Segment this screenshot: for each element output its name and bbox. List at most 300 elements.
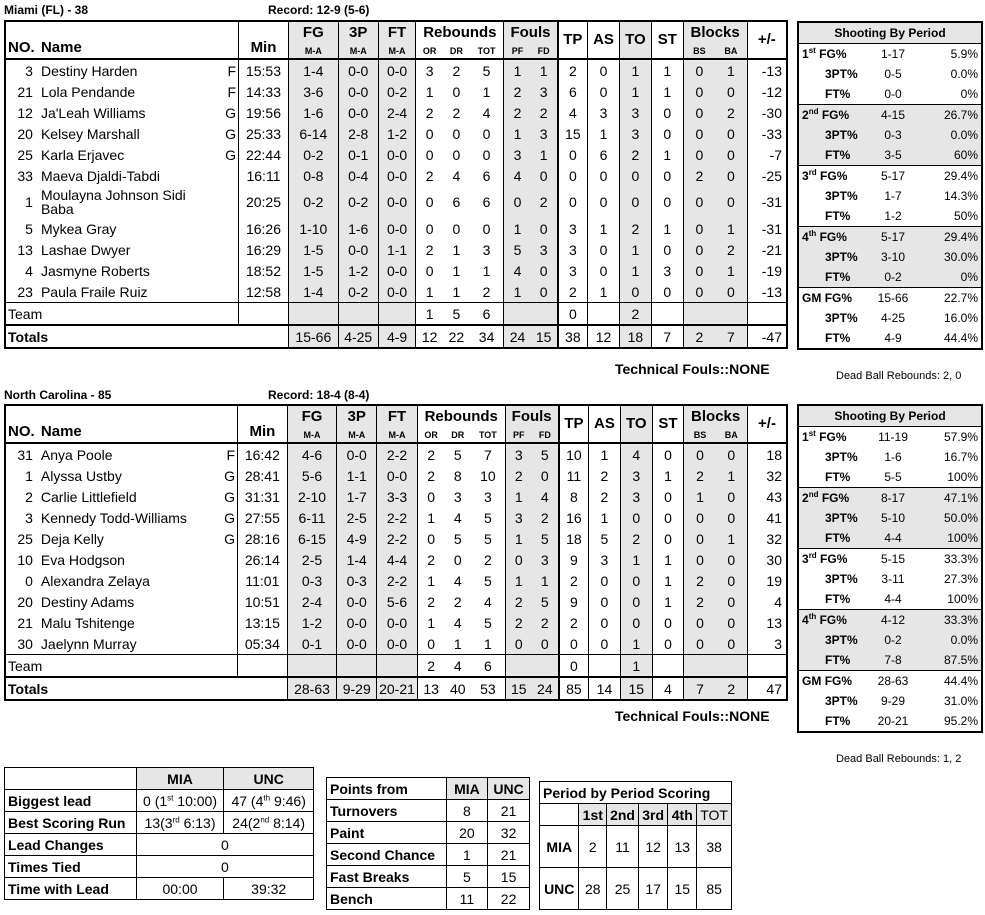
- stat-ft: 5-6: [377, 591, 418, 612]
- stat-pm: -21: [747, 239, 787, 260]
- player-name: Karla Erjavec: [40, 146, 125, 163]
- shooting-label: [798, 427, 862, 448]
- stat-tot: 2: [482, 283, 491, 300]
- shooting-percentage: 29.4%: [924, 227, 982, 248]
- shooting-percentage: 22.7%: [924, 288, 982, 309]
- shooting-stat-label: 3PT%: [825, 250, 858, 264]
- shooting-label: [798, 166, 862, 187]
- stat-pm: 19: [747, 570, 787, 591]
- stat-tot: 2: [483, 551, 492, 568]
- team-stat-bs: [684, 655, 716, 678]
- player-row: [5, 218, 787, 239]
- stat-fg: 3-6: [288, 81, 338, 102]
- stat-min: 19:56: [239, 102, 289, 123]
- stat-pts: 2: [558, 59, 588, 81]
- stat-bs: 0: [683, 186, 715, 218]
- stat-tp: 0-1: [338, 144, 378, 165]
- stat-to: 1: [620, 633, 652, 655]
- shooting-stat-label: FT%: [825, 270, 851, 284]
- stat-as: 0: [588, 81, 620, 102]
- period-header: 2nd: [607, 804, 639, 826]
- stat-bs: 0: [683, 123, 715, 144]
- shooting-row: [798, 145, 982, 166]
- team-stat-bs: [683, 303, 715, 326]
- stat-pf: 2: [504, 81, 531, 102]
- col-bs: BS: [683, 44, 715, 59]
- shooting-percentage: 50.0%: [943, 511, 978, 525]
- shooting-made-attempted: 7-8: [884, 653, 902, 667]
- stat-fd: 5: [532, 443, 559, 465]
- shooting-period: 1: [802, 47, 809, 61]
- stat-ft: 0-0: [378, 281, 416, 303]
- shooting-row: [798, 569, 982, 589]
- stat-pf: 3: [504, 144, 531, 165]
- stat-bs: 0: [684, 528, 716, 549]
- shooting-made-attempted: 3-5: [884, 148, 902, 162]
- stat-pf: 4: [504, 260, 531, 281]
- stat-bs: 0: [683, 144, 715, 165]
- shooting-row: [798, 206, 982, 227]
- player-name-cell: [39, 570, 238, 591]
- shooting-made-attempted: 20-21: [877, 714, 909, 728]
- player-number: 4: [25, 262, 33, 279]
- player-number: 25: [17, 530, 33, 547]
- stat-as: 3: [589, 549, 621, 570]
- stat-pf: 0: [505, 549, 532, 570]
- stat-min: 27:55: [238, 507, 288, 528]
- player-name-cell: [39, 59, 239, 81]
- stat-pm: -13: [747, 59, 787, 81]
- player-row: [5, 165, 787, 186]
- shooting-percentage: 100%: [947, 470, 978, 484]
- miami-box-score: [4, 20, 788, 349]
- stat-dr: 1: [452, 283, 461, 300]
- stat-tp: 1-1: [337, 465, 377, 486]
- totals-tp: 9-29: [337, 677, 377, 700]
- stat-or: 2: [416, 239, 443, 260]
- col-tp: TP: [558, 21, 588, 59]
- stat-fg: 0-1: [287, 633, 337, 655]
- stat-tot: 5: [470, 59, 504, 81]
- totals-pf: 15: [505, 677, 532, 700]
- col-ft-ma: M-A: [377, 428, 418, 443]
- shooting-label: [798, 549, 862, 570]
- player-number: 1: [25, 194, 33, 210]
- shooting-stat-label: FT%: [825, 209, 851, 223]
- totals-st: 4: [652, 677, 684, 700]
- stat-fd: 0: [531, 260, 558, 281]
- team-row-label: Team: [5, 655, 238, 678]
- stat-to: 0: [620, 612, 652, 633]
- stat-min: 18:52: [239, 260, 289, 281]
- points-from-row: [327, 866, 530, 888]
- stat-as: 1: [588, 281, 620, 303]
- stat-dr: 4: [453, 509, 462, 526]
- shooting-row: [798, 186, 982, 206]
- totals-dr: 22: [443, 325, 470, 348]
- stat-to: 3: [620, 465, 652, 486]
- col-ft-ma: M-A: [378, 44, 416, 59]
- stat-pm: -13: [747, 281, 787, 303]
- col-to: TO: [619, 21, 651, 59]
- stat-or: 3: [416, 59, 443, 81]
- stat-dr: 0: [452, 146, 461, 163]
- shooting-percentage: 30.0%: [943, 250, 978, 264]
- team-stat-as: [588, 303, 620, 326]
- shooting-made-attempted: 5-17: [862, 227, 924, 248]
- shooting-stat-label: FT%: [825, 470, 851, 484]
- stat-pts: 8: [559, 486, 589, 507]
- player-name-cell: [39, 507, 238, 528]
- col-fouls: Fouls: [504, 21, 558, 44]
- period-header: TOT: [697, 804, 732, 826]
- stat-or: 2: [417, 465, 444, 486]
- stat-as: 0: [588, 239, 620, 260]
- player-name: Deja Kelly: [40, 530, 104, 547]
- col-st: ST: [652, 405, 684, 443]
- shooting-period: 3: [802, 169, 809, 183]
- player-name-cell: [39, 549, 238, 570]
- shooting-label: [798, 508, 862, 528]
- shooting-label: [798, 84, 862, 105]
- stat-pm: 13: [747, 612, 787, 633]
- stat-bs: 2: [683, 165, 715, 186]
- totals-ba: 7: [715, 325, 747, 348]
- stat-fd: 1: [532, 570, 559, 591]
- totals-as: 12: [588, 325, 620, 348]
- col-min: Min: [238, 405, 288, 443]
- player-position: G: [224, 467, 236, 484]
- stat-fg: 1-4: [288, 59, 338, 81]
- stat-pf: 1: [505, 528, 532, 549]
- shooting-percentage: 60%: [953, 148, 978, 162]
- shooting-row: [798, 589, 982, 610]
- player-number: 25: [17, 146, 33, 163]
- shooting-made-attempted: 1-6: [884, 450, 902, 464]
- shooting-stat-label: 3PT%: [825, 128, 858, 142]
- stat-ft: 2-4: [378, 102, 416, 123]
- stat-as: 5: [589, 528, 621, 549]
- totals-pm: -47: [747, 325, 787, 348]
- stat-or: 0: [417, 633, 444, 655]
- stat-tot: 1: [482, 83, 491, 100]
- shooting-made-attempted: 15-66: [862, 288, 924, 309]
- stat-ft: 0-0: [378, 260, 416, 281]
- stat-bs: 0: [683, 260, 715, 281]
- stat-pf: 1: [504, 59, 531, 81]
- period-score: 28: [579, 868, 607, 910]
- totals-tp: 4-25: [338, 325, 378, 348]
- game-summary-table: [4, 767, 314, 900]
- stat-fd: 2: [531, 186, 558, 218]
- player-row: [5, 528, 787, 549]
- shooting-percentage: 47.1%: [924, 488, 982, 509]
- shooting-percentage: 0%: [960, 87, 978, 101]
- col-pf: PF: [505, 428, 532, 443]
- stat-dr: 1: [452, 262, 461, 279]
- stat-fd: 3: [532, 549, 559, 570]
- stat-or: 1: [417, 570, 444, 591]
- shooting-period-suffix: th: [808, 229, 817, 238]
- player-name-cell: [39, 186, 239, 218]
- shooting-made-attempted: 0-0: [884, 87, 902, 101]
- stat-or: 0: [416, 144, 443, 165]
- stat-pts: 0: [558, 165, 588, 186]
- shooting-percentage: 44.4%: [943, 331, 978, 345]
- shooting-percentage: 29.4%: [924, 166, 982, 187]
- shooting-label: [798, 589, 862, 610]
- shooting-period: GM: [802, 291, 822, 305]
- period-score: 2: [579, 826, 607, 868]
- points-from-row: [327, 822, 530, 844]
- stat-tp: 0-0: [337, 612, 377, 633]
- col-rebounds: Rebounds: [417, 405, 505, 428]
- summary-col-mia: MIA: [136, 768, 224, 790]
- shooting-made-attempted: 28-63: [862, 671, 924, 692]
- col-tot: TOT: [478, 430, 497, 440]
- shooting-stat-label: FT%: [825, 331, 851, 345]
- stat-pf: 0: [504, 186, 531, 218]
- player-name: Moulayna Johnson Sidi Baba: [40, 187, 186, 217]
- stat-pts: 6: [558, 81, 588, 102]
- stat-ft: 4-4: [377, 549, 418, 570]
- shooting-row: [798, 508, 982, 528]
- stat-bs: 0: [684, 633, 716, 655]
- shooting-label: [798, 145, 862, 166]
- stat-fg: 2-5: [287, 549, 337, 570]
- player-name: Jaelynn Murray: [40, 635, 137, 652]
- stat-pts: 11: [559, 465, 589, 486]
- shooting-stat-label: 3PT%: [825, 311, 858, 325]
- col-fd: FD: [532, 428, 559, 443]
- team-stat-tp: [338, 303, 378, 326]
- points-from-unc: 32: [488, 822, 530, 844]
- totals-or: 13: [417, 677, 444, 700]
- shooting-row: [798, 125, 982, 145]
- shooting-made-attempted: 9-29: [880, 694, 906, 708]
- stat-pts: 3: [558, 218, 588, 239]
- stat-bs: 1: [684, 486, 716, 507]
- stat-ft: 2-2: [377, 507, 418, 528]
- stat-tot: 5: [483, 572, 492, 589]
- stat-dr: 2: [443, 59, 470, 81]
- team-stat-fg: [288, 303, 338, 326]
- shooting-period-suffix: nd: [808, 490, 819, 499]
- stat-to: 0: [620, 570, 652, 591]
- totals-fd: 15: [531, 325, 558, 348]
- player-number: 2: [25, 488, 33, 505]
- shooting-label: [798, 488, 862, 509]
- period-scoring-title: Period by Period Scoring: [540, 782, 732, 804]
- stat-st: 1: [651, 59, 683, 81]
- shooting-percentage: 44.4%: [924, 671, 982, 692]
- points-from-title: Points from: [327, 778, 447, 800]
- col-to: TO: [620, 405, 652, 443]
- stat-tp: 0-0: [337, 633, 377, 655]
- player-row: [5, 486, 787, 507]
- points-from-row: [327, 800, 530, 822]
- stat-to: 2: [619, 144, 651, 165]
- stat-min: 26:14: [238, 549, 288, 570]
- shooting-stat-label: FT%: [825, 531, 851, 545]
- team-stat-min: [239, 303, 289, 326]
- shooting-label: [798, 308, 862, 328]
- stat-min: 13:15: [238, 612, 288, 633]
- stat-fd: 1: [531, 144, 558, 165]
- stat-or: 2: [416, 102, 443, 123]
- player-row: [5, 102, 787, 123]
- stat-dr: 0: [452, 220, 461, 237]
- stat-ft: 3-3: [377, 486, 418, 507]
- points-from-mia: 11: [446, 888, 488, 910]
- shooting-stat-label: FG%: [821, 491, 850, 505]
- shooting-percentage: 57.9%: [924, 427, 982, 448]
- shooting-made-attempted: 5-17: [862, 166, 924, 187]
- shooting-row: [798, 488, 982, 509]
- totals-as: 14: [589, 677, 621, 700]
- stat-min: 11:01: [238, 570, 288, 591]
- stat-or: 2: [417, 443, 444, 465]
- stat-ft: 2-2: [377, 443, 418, 465]
- stat-to: 3: [620, 486, 652, 507]
- stat-fg: 1-4: [288, 281, 338, 303]
- totals-to: 18: [619, 325, 651, 348]
- shooting-stat-label: FG%: [820, 169, 848, 183]
- stat-or: 0: [416, 260, 443, 281]
- summary-value-pre: 24(2: [232, 814, 261, 831]
- stat-pm: 32: [747, 465, 787, 486]
- shooting-stat-label: 3PT%: [825, 189, 858, 203]
- period-score: 85: [697, 868, 732, 910]
- shooting-title: Shooting By Period: [798, 22, 982, 44]
- stat-fg: 0-2: [288, 186, 338, 218]
- stat-fg: 1-5: [288, 239, 338, 260]
- col-fouls: Fouls: [505, 405, 559, 428]
- stat-min: 16:11: [239, 165, 289, 186]
- stat-to: 2: [619, 218, 651, 239]
- player-name: Ja'Leah Williams: [40, 104, 146, 121]
- totals-fg: 15-66: [288, 325, 338, 348]
- points-from-row: [327, 888, 530, 910]
- shooting-label: [798, 125, 862, 145]
- stat-ba: 2: [715, 239, 747, 260]
- stat-pts: 10: [559, 443, 589, 465]
- stat-min: 25:33: [239, 123, 289, 144]
- shooting-label: [798, 267, 862, 288]
- player-name: Carlie Littlefield: [40, 488, 137, 505]
- stat-ba: 0: [716, 443, 748, 465]
- stat-pts: 15: [558, 123, 588, 144]
- points-from-unc: 15: [488, 866, 530, 888]
- shooting-made-attempted: 4-15: [862, 105, 924, 126]
- stat-pm: 3: [747, 633, 787, 655]
- team-stat-pm: [747, 655, 787, 678]
- stat-to: 1: [619, 59, 651, 81]
- stat-min: 16:29: [239, 239, 289, 260]
- unc-technical-fouls: Technical Fouls::NONE: [615, 708, 770, 724]
- stat-fd: 1: [531, 59, 558, 81]
- shooting-made-attempted: 4-4: [884, 592, 902, 606]
- stat-min: 12:58: [239, 281, 289, 303]
- player-number: 10: [17, 551, 33, 568]
- stat-tp: 0-0: [338, 239, 378, 260]
- times-tied-value: 0: [136, 856, 313, 878]
- stat-pf: 1: [504, 123, 531, 144]
- shooting-label: [798, 610, 862, 631]
- stat-or: 0: [416, 123, 443, 144]
- stat-to: 3: [619, 102, 651, 123]
- shooting-label: [798, 447, 862, 467]
- team-stat-to: 1: [620, 655, 652, 678]
- stat-or: 0: [417, 486, 444, 507]
- totals-dr: 40: [444, 677, 471, 700]
- stat-ba: 0: [716, 633, 748, 655]
- shooting-row: [798, 467, 982, 488]
- stat-tp: 1-7: [337, 486, 377, 507]
- totals-row: [5, 325, 787, 348]
- totals-st: 7: [651, 325, 683, 348]
- stat-to: 2: [620, 528, 652, 549]
- stat-ft: 1-2: [378, 123, 416, 144]
- shooting-percentage: 5.9%: [924, 44, 982, 65]
- stat-as: 0: [588, 59, 620, 81]
- unc-box-score: [4, 404, 788, 701]
- stat-fg: 1-10: [288, 218, 338, 239]
- stat-tp: 0-0: [338, 59, 378, 81]
- stat-bs: 2: [684, 465, 716, 486]
- stat-min: 28:41: [238, 465, 288, 486]
- shooting-row: [798, 166, 982, 187]
- points-from-mia: 1: [446, 844, 488, 866]
- stat-pts: 16: [559, 507, 589, 528]
- points-from-mia: 5: [446, 866, 488, 888]
- stat-bs: 0: [684, 443, 716, 465]
- player-name-cell: [39, 465, 238, 486]
- stat-fd: 2: [531, 102, 558, 123]
- stat-pf: 1: [504, 218, 531, 239]
- shooting-row: [798, 105, 982, 126]
- col-st: ST: [651, 21, 683, 59]
- stat-fd: 0: [531, 281, 558, 303]
- stat-or: 1: [416, 81, 443, 102]
- shooting-percentage: 95.2%: [943, 714, 978, 728]
- stat-tot: 10: [480, 467, 496, 484]
- period-scoring-team: MIA: [540, 826, 579, 868]
- col-fd: FD: [531, 44, 558, 59]
- player-number: 20: [17, 125, 33, 142]
- shooting-made-attempted: 5-5: [884, 470, 902, 484]
- player-name-cell: [39, 165, 239, 186]
- stat-pf: 3: [505, 507, 532, 528]
- shooting-percentage: 0.0%: [950, 633, 978, 647]
- player-number: 30: [17, 635, 33, 652]
- summary-value-suffix: rd: [172, 814, 180, 824]
- stat-tot: 1: [483, 635, 492, 652]
- shooting-stat-label: 3PT%: [825, 572, 858, 586]
- stat-or: 0: [416, 218, 443, 239]
- shooting-percentage: 31.0%: [943, 694, 978, 708]
- player-row: [5, 465, 787, 486]
- shooting-made-attempted: 8-17: [862, 488, 924, 509]
- col-name: Name: [40, 39, 82, 56]
- stat-bs: 0: [683, 81, 715, 102]
- stat-fg: 4-6: [287, 443, 337, 465]
- stat-fd: 4: [532, 486, 559, 507]
- team-stat-as: [589, 655, 621, 678]
- shooting-period: 3: [802, 552, 809, 566]
- shooting-period: 4: [802, 230, 809, 244]
- period-scoring-row: [540, 826, 732, 868]
